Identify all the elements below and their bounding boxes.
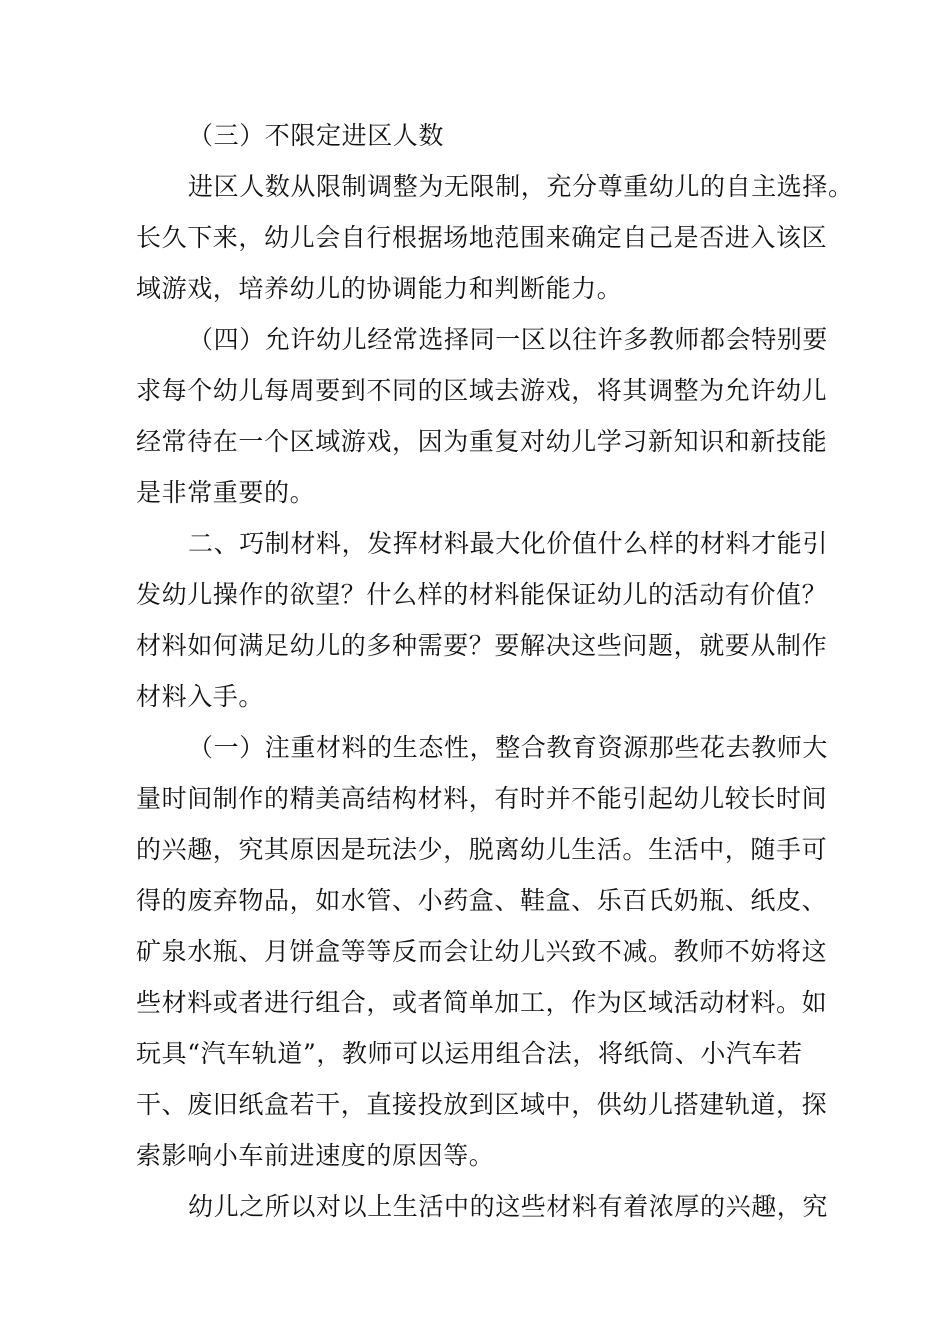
paragraph-line: 域游戏，培养幼儿的协调能力和判断能力。 (136, 274, 623, 303)
paragraph-line: 矿泉水瓶、月饼盒等等反而会让幼儿兴致不减。教师不妨将这 (136, 937, 828, 966)
paragraph-line: 索影响小车前进速度的原因等。 (136, 1141, 495, 1170)
paragraph-line: 玩具“汽车轨道”，教师可以运用组合法，将纸筒、小汽车若 (136, 1039, 803, 1068)
paragraph-line: 得的废弃物品，如水管、小药盒、鞋盒、乐百氏奶瓶、纸皮、 (136, 886, 828, 915)
section-heading-1: （一）注重材料的生态性，整合教育资源那些花去教师大 (188, 733, 829, 762)
paragraph-line: 长久下来，幼儿会自行根据场地范围来确定自己是否进入该区 (136, 223, 828, 252)
paragraph-line: 干、废旧纸盒若干，直接投放到区域中，供幼儿搭建轨道，探 (136, 1090, 828, 1119)
section-heading-3: （三）不限定进区人数 (188, 121, 445, 150)
section-heading-2: 二、巧制材料，发挥材料最大化价值什么样的材料才能引 (188, 529, 829, 558)
paragraph-line: 是非常重要的。 (136, 478, 316, 507)
paragraph-line: 幼儿之所以对以上生活中的这些材料有着浓厚的兴趣，究 (188, 1192, 829, 1221)
section-heading-4: （四）允许幼儿经常选择同一区以往许多教师都会特别要 (188, 325, 829, 354)
paragraph-line: 量时间制作的精美高结构材料，有时并不能引起幼儿较长时间 (136, 784, 828, 813)
paragraph-line: 求每个幼儿每周要到不同的区域去游戏，将其调整为允许幼儿 (136, 376, 828, 405)
paragraph-line: 经常待在一个区域游戏，因为重复对幼儿学习新知识和新技能 (136, 427, 828, 456)
paragraph-line: 材料入手。 (136, 682, 265, 711)
paragraph-line: 些材料或者进行组合，或者简单加工，作为区域活动材料。如 (136, 988, 828, 1017)
document-body (136, 110, 854, 1232)
paragraph-line: 发幼儿操作的欲望？什么样的材料能保证幼儿的活动有价值？ (136, 580, 828, 609)
paragraph-line: 的兴趣，究其原因是玩法少，脱离幼儿生活。生活中，随手可 (136, 835, 828, 864)
paragraph-line: 材料如何满足幼儿的多种需要？要解决这些问题，就要从制作 (136, 631, 828, 660)
paragraph-line: 进区人数从限制调整为无限制，充分尊重幼儿的自主选择。 (188, 172, 854, 201)
